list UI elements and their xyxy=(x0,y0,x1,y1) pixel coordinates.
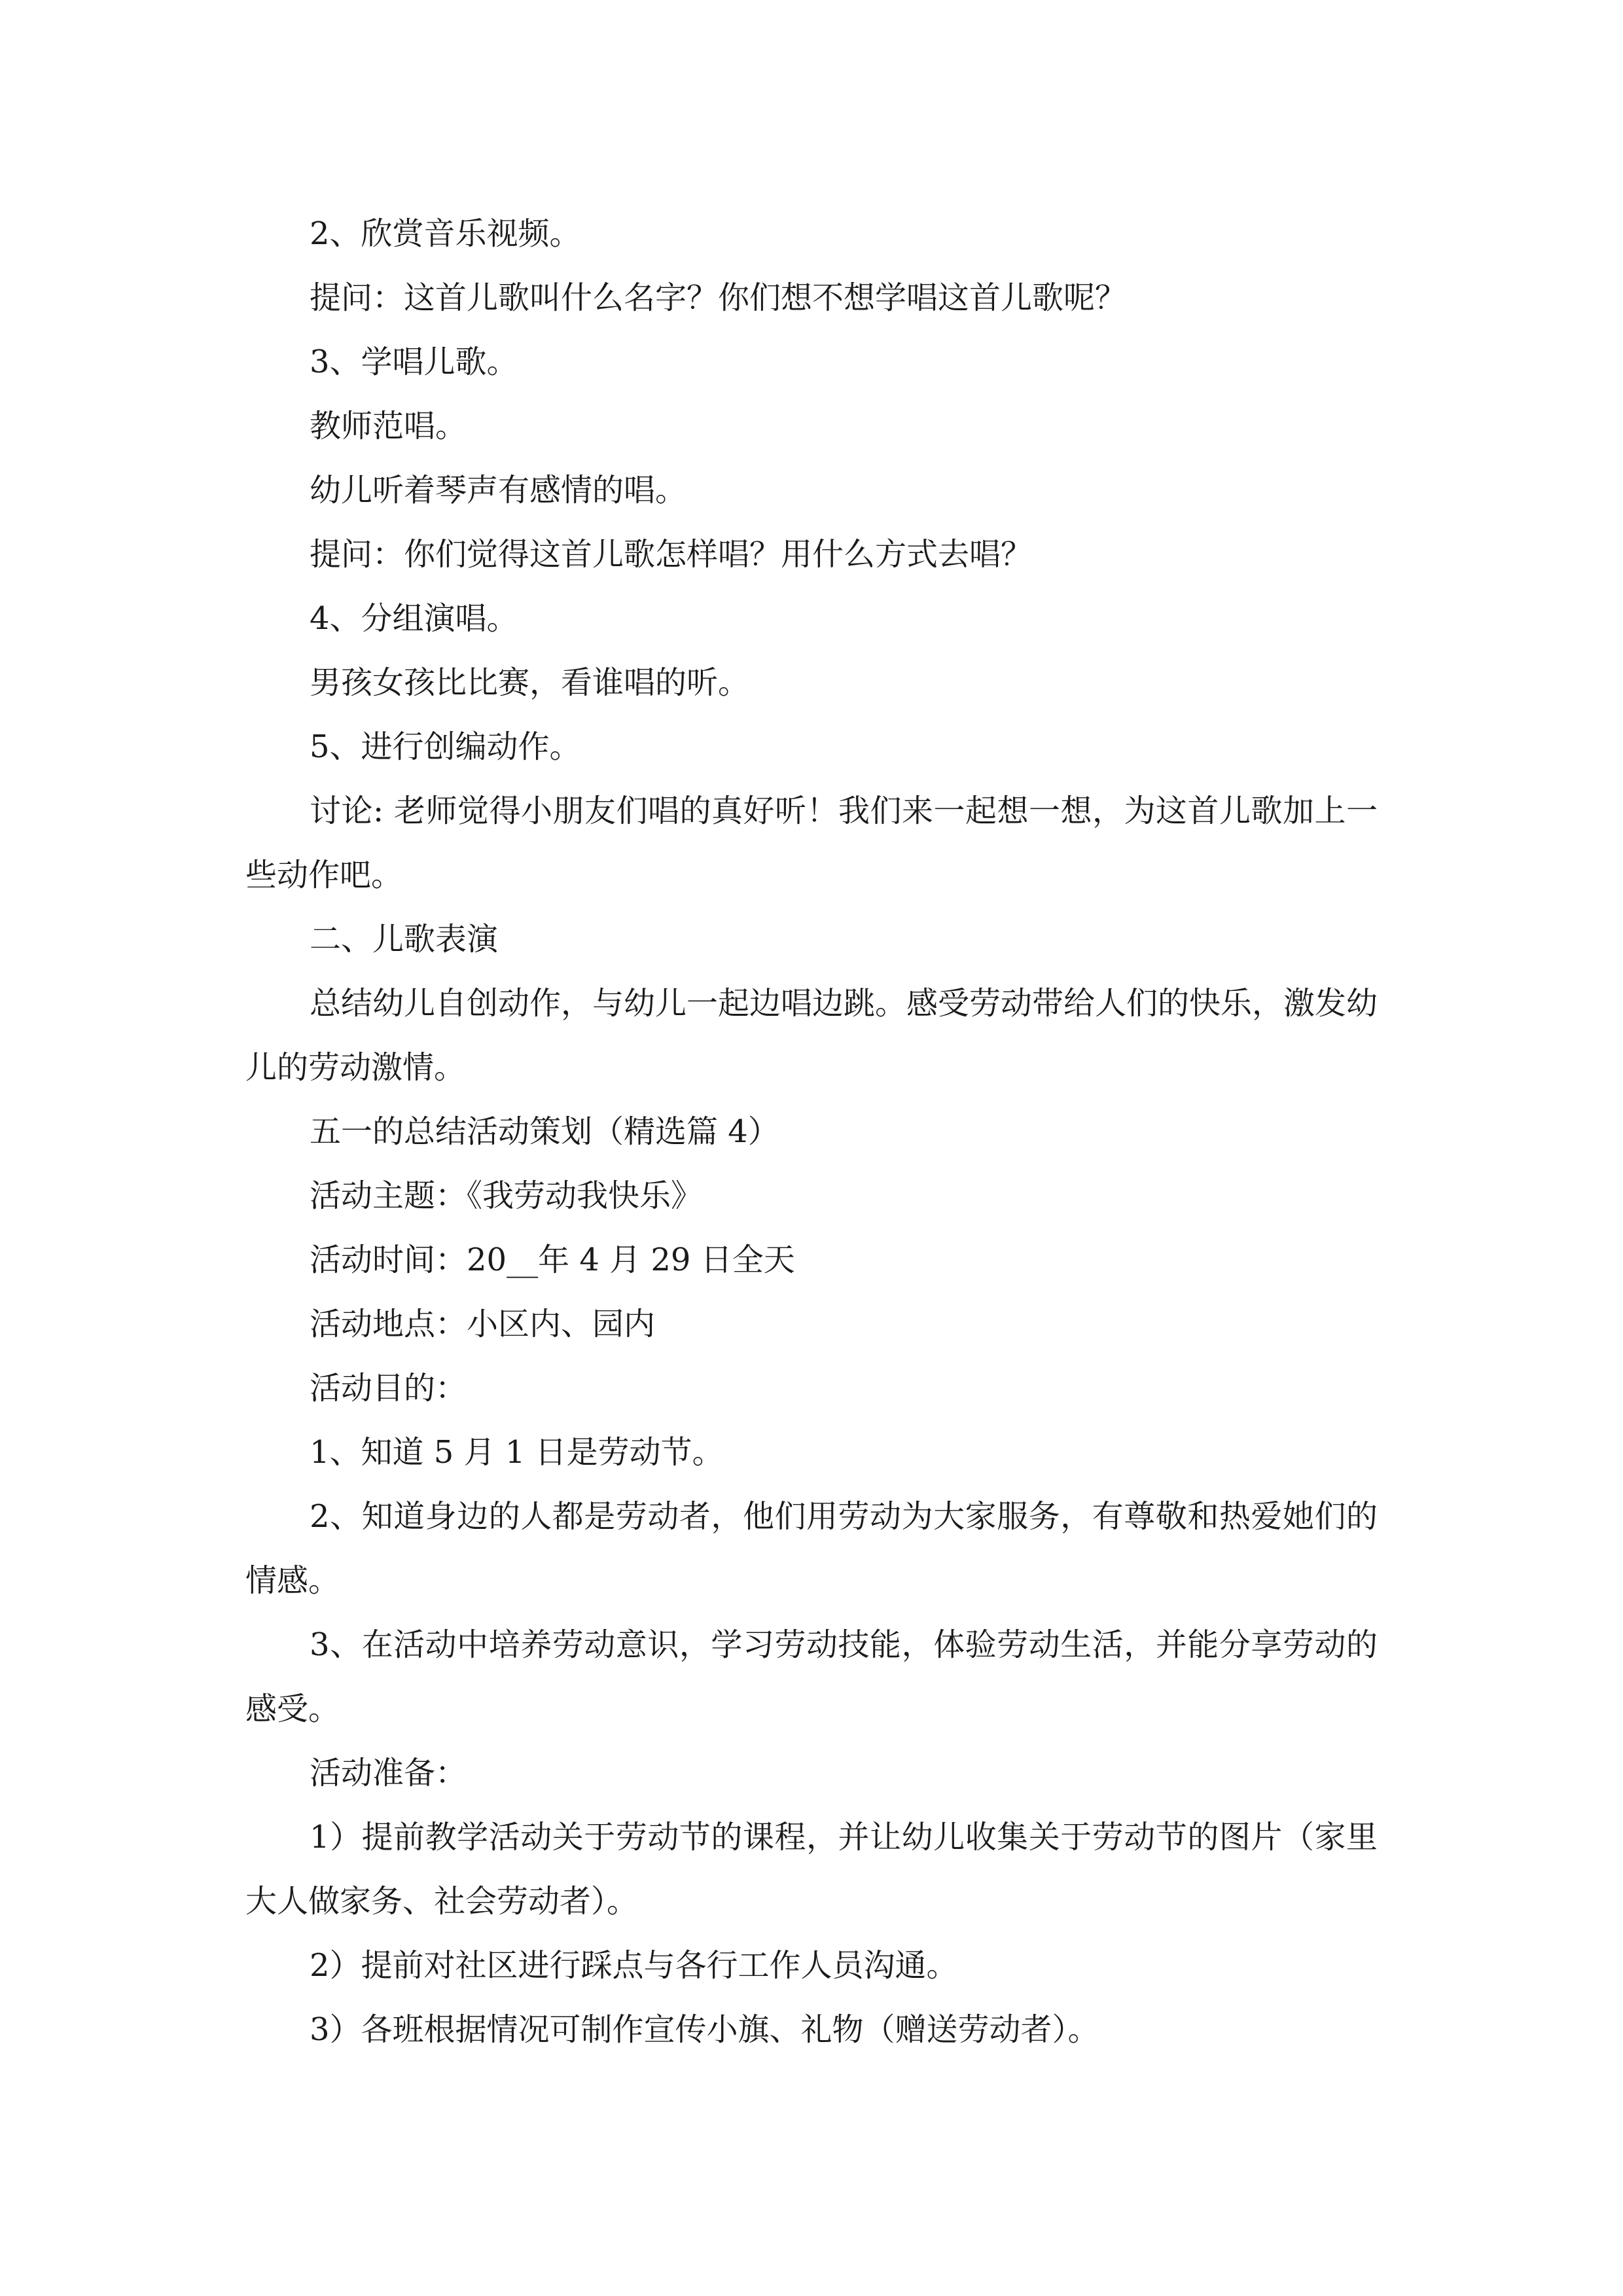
paragraph: 活动地点：小区内、园内 xyxy=(310,1306,656,1342)
paragraph: 提问：你们觉得这首儿歌怎样唱？用什么方式去唱？ xyxy=(310,536,1033,573)
paragraph: 活动目的： xyxy=(310,1370,467,1407)
paragraph: 1、知道 5 月 1 日是劳动节。 xyxy=(310,1434,724,1471)
paragraph: 3、在活动中培养劳动意识，学习劳动技能，体验劳动生活，并能分享劳动的感受。 xyxy=(245,1626,1378,1727)
paragraph: 活动时间：20__年 4 月 29 日全天 xyxy=(310,1242,795,1278)
paragraph: 3）各班根据情况可制作宣传小旗、礼物（赠送劳动者）。 xyxy=(310,2011,1099,2048)
paragraph: 讨论: 老师觉得小朋友们唱的真好听！我们来一起想一想，为这首儿歌加上一些动作吧。 xyxy=(245,793,1378,893)
paragraph: 教师范唱。 xyxy=(310,408,467,444)
section-heading: 二、儿歌表演 xyxy=(310,921,499,958)
paragraph: 幼儿听着琴声有感情的唱。 xyxy=(310,472,687,509)
paragraph: 4、分组演唱。 xyxy=(310,600,518,637)
document-body xyxy=(245,202,1378,2062)
paragraph: 2、欣赏音乐视频。 xyxy=(310,215,581,252)
paragraph: 活动准备： xyxy=(310,1755,467,1791)
paragraph: 2、知道身边的人都是劳动者，他们用劳动为大家服务，有尊敬和热爱她们的情感。 xyxy=(245,1498,1378,1599)
paragraph: 男孩女孩比比赛，看谁唱的听。 xyxy=(310,664,750,701)
paragraph: 5、进行创编动作。 xyxy=(310,728,581,765)
paragraph: 提问：这首儿歌叫什么名字？你们想不想学唱这首儿歌呢？ xyxy=(310,279,1127,316)
paragraph: 3、学唱儿歌。 xyxy=(310,344,518,380)
section-title: 五一的总结活动策划（精选篇 4） xyxy=(310,1113,779,1150)
paragraph: 总结幼儿自创动作，与幼儿一起边唱边跳。感受劳动带给人们的快乐，激发幼儿的劳动激情。 xyxy=(245,985,1378,1086)
paragraph: 1）提前教学活动关于劳动节的课程，并让幼儿收集关于劳动节的图片（家里大人做家务、社会劳动者）。 xyxy=(245,1819,1378,1920)
paragraph: 活动主题：《我劳动我快乐》 xyxy=(310,1177,703,1214)
paragraph: 2）提前对社区进行踩点与各行工作人员沟通。 xyxy=(310,1947,958,1984)
